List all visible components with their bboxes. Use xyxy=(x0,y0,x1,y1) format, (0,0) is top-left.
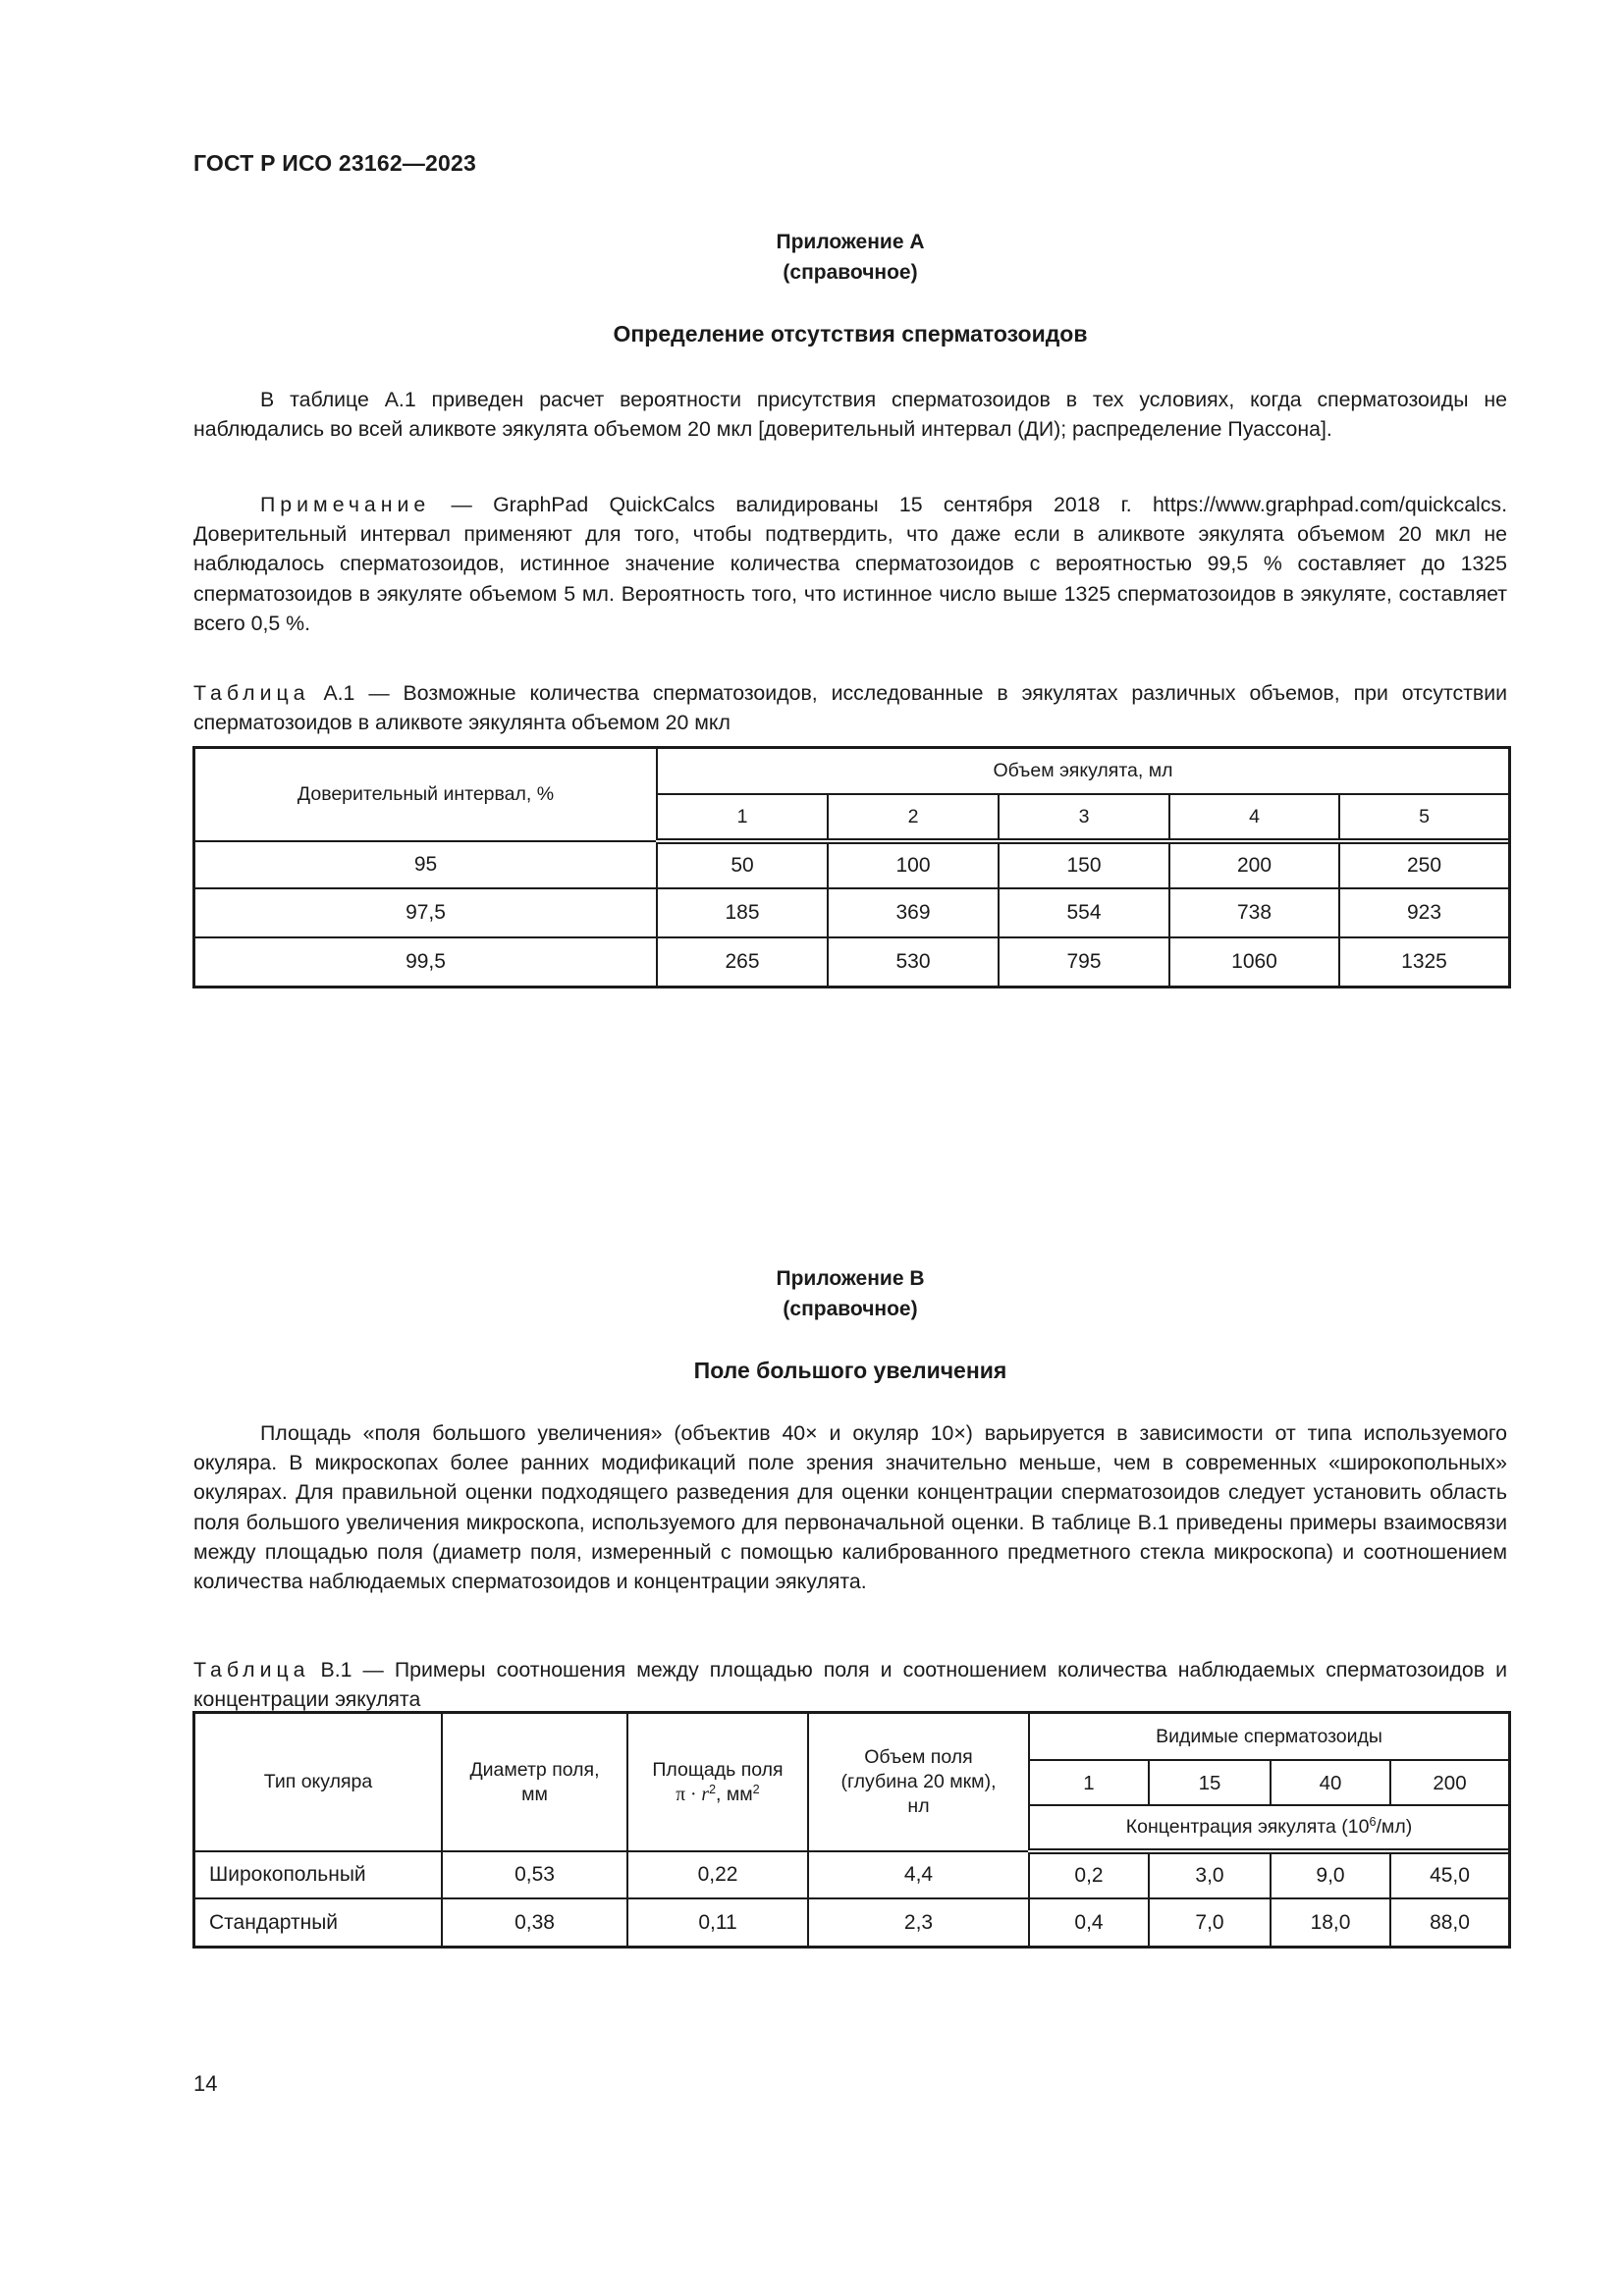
table-a1-volume-4: 4 xyxy=(1169,794,1339,841)
table-a1 xyxy=(193,747,1510,988)
table-row xyxy=(194,888,1509,937)
table-b1-count-200: 200 xyxy=(1390,1760,1509,1805)
table-b1-count-40: 40 xyxy=(1271,1760,1390,1805)
table-b1-header-concentration xyxy=(1029,1805,1509,1851)
table-cell: 3,0 xyxy=(1149,1851,1271,1898)
table-cell: 7,0 xyxy=(1149,1898,1271,1947)
header-line: Объем поля xyxy=(864,1746,973,1768)
table-b1-header-area xyxy=(627,1713,808,1851)
table-cell: 1325 xyxy=(1339,937,1509,987)
annex-a-status: (справочное) xyxy=(783,261,918,284)
annex-a-note xyxy=(193,490,1507,638)
superscript: 6 xyxy=(1369,1815,1377,1830)
page-number: 14 xyxy=(193,2071,218,2096)
table-a1-volume-5: 5 xyxy=(1339,794,1509,841)
header-line: нл xyxy=(907,1795,930,1817)
table-cell: 738 xyxy=(1169,888,1339,937)
header-line: Диаметр поля, xyxy=(469,1758,600,1781)
annex-a-title: Определение отсутствия сперматозоидов xyxy=(613,321,1088,347)
annex-b-label: Приложение В xyxy=(776,1267,925,1290)
header-line: мм xyxy=(521,1783,548,1805)
table-b1-type-cell: Стандартный xyxy=(194,1898,442,1947)
annex-b-paragraph-text: Площадь «поля большого увеличения» (объектив 40× и окуляр 10×) варьируется в зависимости от типа используемого окуляра. В микроскопах более ранних модификаций поле зрения значительно меньше, чем в современных «широкопольных» окулярах. Для правильной оценки подходящего разведения для оценки концентрации сперматозоидов следует установить область поля большого увеличения микроскопа, используемого для первоначальной оценки. В таблице В.1 приведены примеры взаимосвязи между площадью поля (диаметр поля, измеренный с помощью калиброванного предметного стекла микроскопа) и соотношением количества наблюдаемых сперматозоидов и концентрации эякулята. xyxy=(193,1421,1507,1594)
table-cell: 9,0 xyxy=(1271,1851,1390,1898)
table-a1-header-row xyxy=(194,748,1509,794)
table-cell: 150 xyxy=(999,841,1169,888)
table-a1-header-volume: Объем эякулята, мл xyxy=(657,748,1509,794)
table-cell: 265 xyxy=(657,937,828,987)
table-b1-count-15: 15 xyxy=(1149,1760,1271,1805)
annex-a-heading xyxy=(193,227,1507,288)
table-cell: 0,4 xyxy=(1029,1898,1149,1947)
table-cell: 250 xyxy=(1339,841,1509,888)
table-cell: 50 xyxy=(657,841,828,888)
superscript: 2 xyxy=(708,1782,717,1796)
table-a1-caption xyxy=(193,678,1507,737)
table-cell: 185 xyxy=(657,888,828,937)
table-b1-header-row-1 xyxy=(194,1713,1509,1760)
annex-b-title: Поле большого увеличения xyxy=(693,1358,1007,1383)
table-cell: 0,2 xyxy=(1029,1851,1149,1898)
table-cell: 0,38 xyxy=(442,1898,627,1947)
note-text: — GraphPad QuickCalcs валидированы 15 сентября 2018 г. https://www.graphpad.com/quickcalcs. Доверительный интервал применяют для того, чтобы подтвердить, что даже если в аликвоте эякулята объемом 20 мкл не наблюдалось сперматозоидов, истинное значение количества сперматозоидов с вероятностью 99,5 % составляет до 1325 сперматозоидов в эякуляте объемом 5 мл. Вероятность того, что истинное число выше 1325 сперматозоидов в эякуляте, составляет всего 0,5 %. xyxy=(193,493,1507,635)
table-b1-header-volume xyxy=(808,1713,1029,1851)
pi-symbol: π · xyxy=(676,1784,702,1805)
table-a1-ci-cell: 97,5 xyxy=(194,888,657,937)
table-cell: 530 xyxy=(828,937,999,987)
table-cell: 369 xyxy=(828,888,999,937)
header-text: /мл) xyxy=(1376,1816,1413,1838)
superscript: 2 xyxy=(752,1782,760,1796)
table-b1-type-cell: Широкопольный xyxy=(194,1851,442,1898)
table-a1-volume-3: 3 xyxy=(999,794,1169,841)
table-a1-volume-1: 1 xyxy=(657,794,828,841)
table-a1-header-ci: Доверительный интервал, % xyxy=(194,748,657,841)
table-row xyxy=(194,841,1509,888)
radius-symbol: r xyxy=(701,1784,709,1805)
table-a1-volume-2: 2 xyxy=(828,794,999,841)
header-text: Концентрация эякулята (10 xyxy=(1125,1816,1370,1838)
table-cell: 2,3 xyxy=(808,1898,1029,1947)
table-cell: 1060 xyxy=(1169,937,1339,987)
table-cell: 0,22 xyxy=(627,1851,808,1898)
annex-a-paragraph xyxy=(193,385,1507,444)
header-line: (глубина 20 мкм), xyxy=(840,1771,997,1792)
table-cell: 100 xyxy=(828,841,999,888)
table-cell: 923 xyxy=(1339,888,1509,937)
annex-b-paragraph xyxy=(193,1418,1507,1596)
table-row xyxy=(194,1851,1509,1898)
table-b1-caption-text: В.1 — Примеры соотношения между площадью поля и соотношением количества наблюдаемых сперматозоидов и концентрации эякулята xyxy=(193,1658,1507,1712)
annex-a-label: Приложение А xyxy=(776,231,925,253)
table-a1-caption-text: А.1 — Возможные количества сперматозоидов, исследованные в эякулятах различных объемов, при отсутствии сперматозоидов в аликвоте эякулянта объемом 20 мкл xyxy=(193,681,1507,735)
table-b1-header-eyepiece: Тип окуляра xyxy=(194,1713,442,1851)
table-row xyxy=(194,1898,1509,1947)
table-cell: 45,0 xyxy=(1390,1851,1509,1898)
table-a1-ci-cell: 99,5 xyxy=(194,937,657,987)
document-standard-code: ГОСТ Р ИСО 23162—2023 xyxy=(193,150,477,176)
table-cell: 0,53 xyxy=(442,1851,627,1898)
header-line xyxy=(634,1783,801,1807)
header-line: Площадь поля xyxy=(652,1758,784,1781)
note-label: Примечание xyxy=(260,493,431,516)
table-b1-header-visible-sperm: Видимые сперматозоиды xyxy=(1029,1713,1509,1760)
table-cell: 18,0 xyxy=(1271,1898,1390,1947)
table-b1-caption xyxy=(193,1655,1507,1714)
table-cell: 200 xyxy=(1169,841,1339,888)
table-b1-header-diameter xyxy=(442,1713,627,1851)
table-cell: 795 xyxy=(999,937,1169,987)
annex-a-paragraph-text: В таблице А.1 приведен расчет вероятности присутствия сперматозоидов в тех условиях, когда сперматозоиды не наблюдались во всей аликвоте эякулята объемом 20 мкл [доверительный интервал (ДИ); распределение Пуассона]. xyxy=(193,388,1507,442)
table-cell: 0,11 xyxy=(627,1898,808,1947)
annex-b-heading xyxy=(193,1263,1507,1324)
table-b1-count-1: 1 xyxy=(1029,1760,1149,1805)
annex-b-status: (справочное) xyxy=(783,1298,918,1320)
table-a1-ci-cell: 95 xyxy=(194,841,657,888)
unit: , мм xyxy=(716,1783,753,1805)
table-cell: 4,4 xyxy=(808,1851,1029,1898)
table-cell: 88,0 xyxy=(1390,1898,1509,1947)
table-a1-caption-label: Таблица xyxy=(193,681,310,705)
table-row xyxy=(194,937,1509,987)
table-b1-caption-label: Таблица xyxy=(193,1658,310,1682)
table-cell: 554 xyxy=(999,888,1169,937)
table-b1 xyxy=(193,1712,1510,1948)
